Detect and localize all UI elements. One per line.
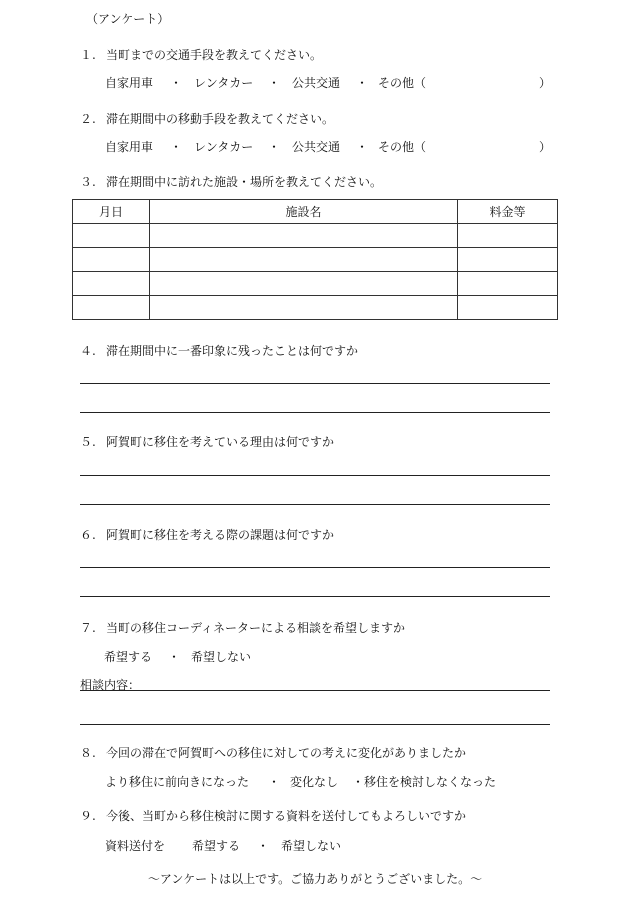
table-row	[73, 248, 558, 272]
option-separator: ・	[257, 839, 270, 853]
option-public-transport[interactable]: 公共交通	[292, 140, 341, 154]
option-public-transport[interactable]: 公共交通	[292, 76, 341, 90]
answer-line[interactable]	[80, 475, 550, 476]
option-separator: ・	[168, 650, 181, 664]
option-separator: ・	[268, 140, 281, 154]
question-8-text: 今回の滞在で阿賀町への移住に対しての考えに変化がありましたか	[106, 746, 467, 760]
option-separator: ・	[268, 775, 281, 789]
option-want[interactable]: 希望する	[192, 839, 241, 853]
table-cell[interactable]	[150, 224, 458, 248]
question-2-text: 滞在期間中の移動手段を教えてください。	[106, 112, 335, 126]
question-3-text: 滞在期間中に訪れた施設・場所を教えてください。	[106, 175, 383, 189]
table-cell[interactable]	[458, 224, 558, 248]
question-1-number: １.	[80, 48, 96, 62]
option-other-close: ）	[539, 76, 552, 90]
facility-table	[72, 199, 558, 320]
column-header-date: 月日	[73, 200, 150, 224]
option-rental-car[interactable]: レンタカー	[194, 140, 254, 154]
question-4	[80, 342, 358, 359]
table-cell[interactable]	[458, 272, 558, 296]
option-other[interactable]: その他（	[378, 76, 427, 90]
table-cell[interactable]	[73, 272, 150, 296]
table-row	[73, 272, 558, 296]
option-more-positive[interactable]: より移住に前向きになった	[105, 775, 250, 789]
column-header-fee: 料金等	[458, 200, 558, 224]
table-cell[interactable]	[150, 248, 458, 272]
answer-line[interactable]	[80, 504, 550, 505]
option-rental-car[interactable]: レンタカー	[194, 76, 254, 90]
question-1	[80, 46, 322, 63]
table-cell[interactable]	[73, 224, 150, 248]
question-2	[80, 110, 334, 127]
option-other-close: ）	[539, 140, 552, 154]
option-not-want[interactable]: 希望しない	[191, 650, 252, 664]
table-cell[interactable]	[458, 296, 558, 320]
answer-line[interactable]	[80, 383, 550, 384]
option-separator: ・	[356, 140, 369, 154]
question-7-number: ７.	[80, 621, 96, 635]
materials-prefix: 資料送付を	[105, 839, 166, 853]
question-5	[80, 433, 334, 450]
table-header-row	[73, 200, 558, 224]
question-3-number: ３.	[80, 175, 96, 189]
table-row	[73, 224, 558, 248]
option-private-car[interactable]: 自家用車	[105, 76, 154, 90]
option-separator: ・	[170, 140, 183, 154]
option-separator: ・	[268, 76, 281, 90]
table-cell[interactable]	[150, 272, 458, 296]
question-5-number: ５.	[80, 435, 96, 449]
answer-line[interactable]	[80, 412, 550, 413]
question-8	[80, 744, 466, 761]
survey-footer: ～アンケートは以上です。ご協力ありがとうございました。～	[147, 872, 483, 886]
question-5-text: 阿賀町に移住を考えている理由は何ですか	[106, 435, 335, 449]
option-separator: ・	[356, 76, 369, 90]
question-7	[80, 619, 405, 636]
question-9-number: ９.	[80, 809, 96, 823]
option-not-want[interactable]: 希望しない	[281, 839, 342, 853]
question-8-number: ８.	[80, 746, 96, 760]
consultation-line[interactable]	[80, 690, 550, 691]
question-6-number: ６.	[80, 528, 96, 542]
answer-line[interactable]	[80, 596, 550, 597]
answer-line[interactable]	[80, 724, 550, 725]
question-2-number: ２.	[80, 112, 96, 126]
table-row	[73, 296, 558, 320]
question-9-text: 今後、当町から移住検討に関する資料を送付してもよろしいですか	[106, 809, 467, 823]
question-9	[80, 807, 466, 824]
option-private-car[interactable]: 自家用車	[105, 140, 154, 154]
option-other[interactable]: その他（	[378, 140, 427, 154]
question-6-text: 阿賀町に移住を考える際の課題は何ですか	[106, 528, 335, 542]
table-cell[interactable]	[150, 296, 458, 320]
option-separator: ・	[170, 76, 183, 90]
answer-line[interactable]	[80, 567, 550, 568]
consultation-label: 相談内容：	[80, 678, 141, 692]
column-header-facility-name: 施設名	[150, 200, 458, 224]
question-7-text: 当町の移住コーディネーターによる相談を希望しますか	[106, 621, 406, 635]
question-4-number: ４.	[80, 344, 96, 358]
question-3	[80, 173, 382, 190]
survey-header: （アンケート）	[86, 12, 170, 26]
question-6	[80, 526, 334, 543]
question-1-text: 当町までの交通手段を教えてください。	[106, 48, 323, 62]
option-want[interactable]: 希望する	[104, 650, 153, 664]
question-4-text: 滞在期間中に一番印象に残ったことは何ですか	[106, 344, 359, 358]
table-cell[interactable]	[73, 296, 150, 320]
table-cell[interactable]	[73, 248, 150, 272]
option-no-longer-considering[interactable]: ・移住を検討しなくなった	[352, 775, 497, 789]
table-cell[interactable]	[458, 248, 558, 272]
option-no-change[interactable]: 変化なし	[290, 775, 339, 789]
